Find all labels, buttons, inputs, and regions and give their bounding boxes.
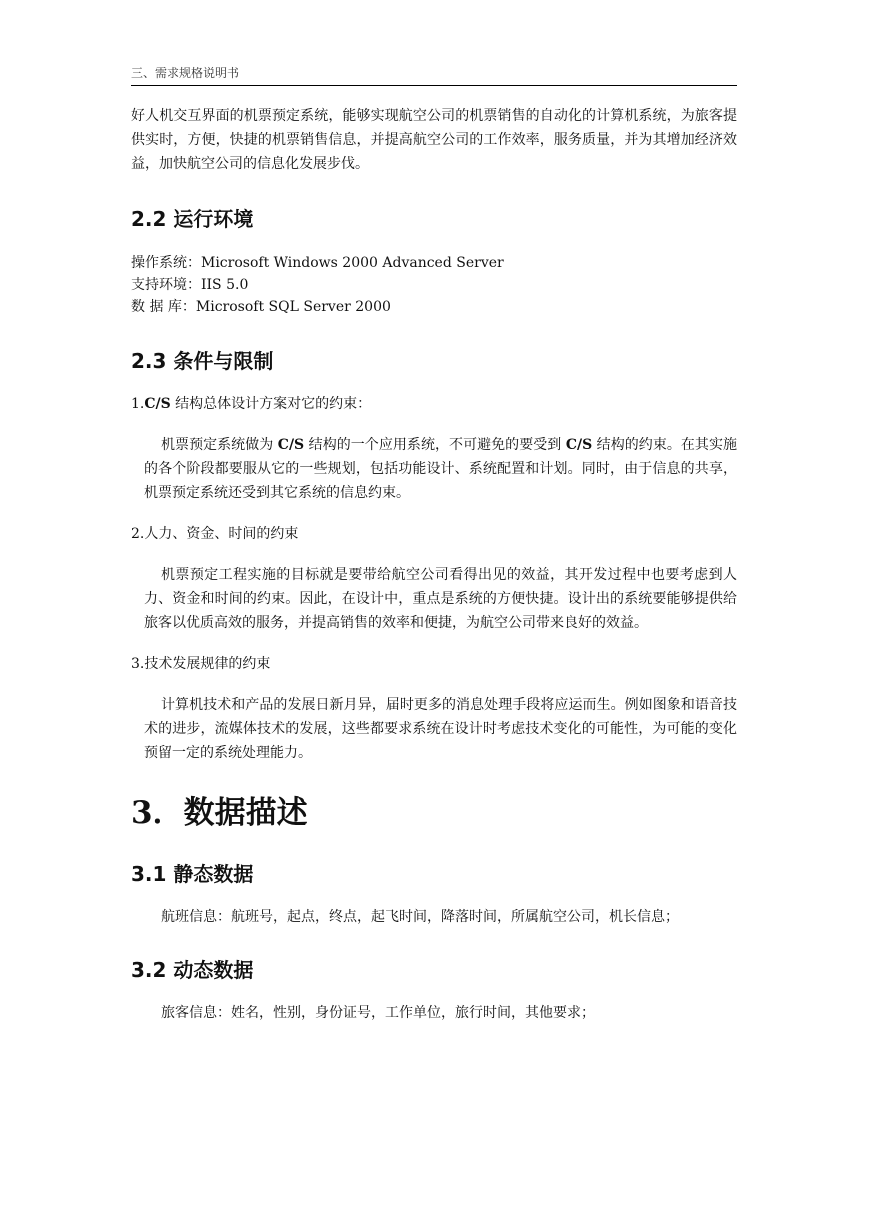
env-support: 支持环境：IIS 5.0 (131, 277, 249, 293)
constraint-2-title: 2.人力、资金、时间的约束 (131, 526, 299, 542)
constraint-1-num: 1. (131, 396, 145, 412)
constraint-1-rest: 结构总体设计方案对它的约束： (170, 396, 372, 412)
constraint-3-title: 3.技术发展规律的约束 (131, 656, 271, 672)
section-2-2-heading: 2.2 运行环境 (131, 207, 254, 231)
constraint-3-body: 计算机技术和产品的发展日新月异，届时更多的消息处理手段将应运而生。例如图象和语音技术的进步，流媒体技术的发展，这些都要求系统在设计时考虑技术变化的可能性，为可能的变化预留一定的系统处理能力。 (144, 697, 737, 761)
header-text: 三、需求规格说明书 (131, 66, 240, 80)
constraint-1-title (131, 392, 737, 416)
constraint-1-body (144, 433, 737, 505)
static-data-body: 航班信息：航班号，起点，终点，起飞时间，降落时间，所属航空公司，机长信息； (161, 909, 679, 925)
c1-text-c: 结构的约束。在其实施的各个阶段都要服从它的一些规划，包括功能设计、系统配置和计划。同时，由于信息的共享，机票预定系统还受到其它系统的信息约束。 (144, 437, 738, 501)
intro-paragraph: 好人机交互界面的机票预定系统，能够实现航空公司的机票销售的自动化的计算机系统，为旅客提供实时，方便，快捷的机票销售信息，并提高航空公司的工作效率，服务质量，并为其增加经济效益，加快航空公司的信息化发展步伐。 (131, 108, 737, 172)
env-database: 数 据 库：Microsoft SQL Server 2000 (131, 299, 391, 315)
c1-cs-b: C/S (565, 437, 593, 453)
c1-text-a: 机票预定系统做为 (161, 437, 278, 453)
c1-text-b: 结构的一个应用系统，不可避免的要受到 (304, 437, 566, 453)
section-2-3-heading: 2.3 条件与限制 (131, 349, 274, 373)
dynamic-data-body: 旅客信息：姓名，性别，身份证号，工作单位，旅行时间，其他要求； (161, 1005, 595, 1021)
section-3-1-heading: 3.1 静态数据 (131, 862, 254, 886)
env-os: 操作系统：Microsoft Windows 2000 Advanced Server (131, 255, 504, 271)
section-3-2-heading: 3.2 动态数据 (131, 958, 254, 982)
constraint-1-cs: C/S (144, 396, 171, 412)
document-body (131, 104, 737, 1025)
page-header (131, 64, 737, 86)
section-3-heading: 3．数据描述 (131, 795, 308, 831)
constraint-2-body: 机票预定工程实施的目标就是要带给航空公司看得出见的效益，其开发过程中也要考虑到人力、资金和时间的约束。因此，在设计中，重点是系统的方便快捷。设计出的系统要能够提供给旅客以优质高效的服务，并提高销售的效率和便捷，为航空公司带来良好的效益。 (144, 567, 737, 631)
c1-cs-a: C/S (277, 437, 305, 453)
